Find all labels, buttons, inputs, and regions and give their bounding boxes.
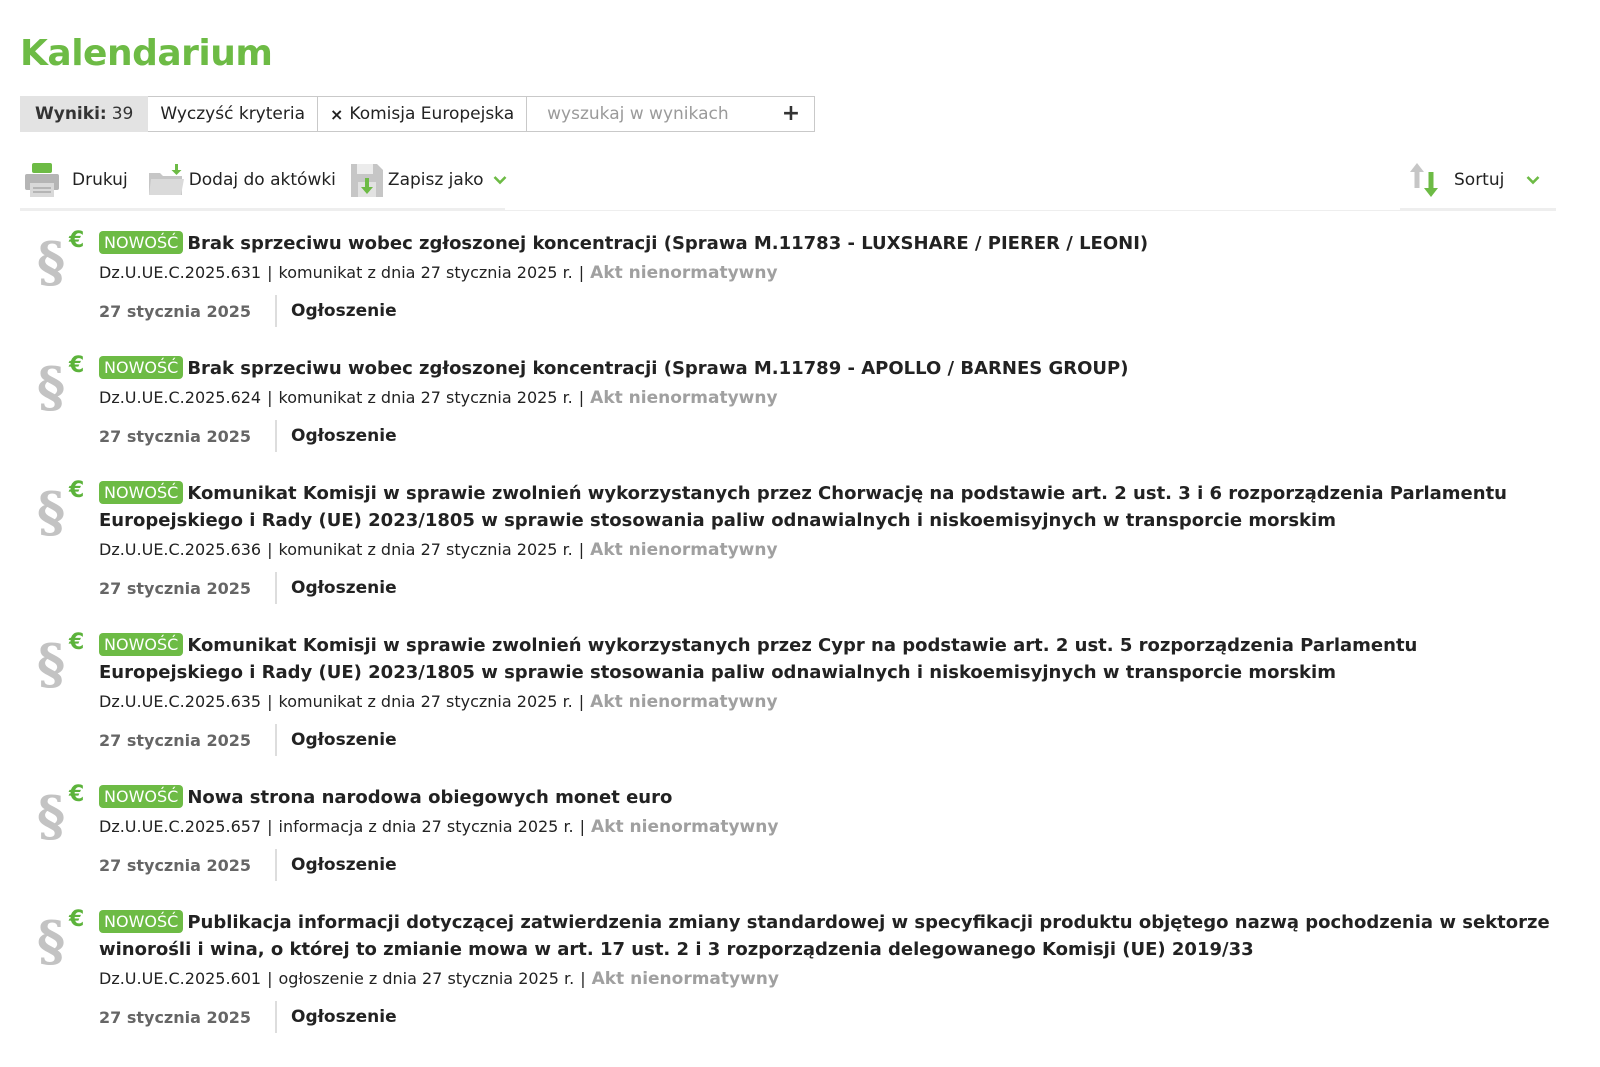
result-type: Ogłoszenie: [275, 420, 397, 452]
document-type-icon: [37, 230, 93, 294]
result-footer: [99, 1001, 1560, 1033]
result-date: 27 stycznia 2025: [99, 855, 252, 875]
result-meta: [99, 815, 1560, 839]
result-category-link[interactable]: Akt nienormatywny: [590, 540, 778, 560]
sort-button[interactable]: [1408, 162, 1540, 198]
result-kind: komunikat z dnia 27 stycznia 2025 r.: [278, 692, 573, 711]
active-filter-chip[interactable]: [318, 96, 527, 132]
active-filter-label: Komisja Europejska: [349, 104, 515, 124]
meta-separator: |: [578, 388, 585, 407]
result-meta: [99, 690, 1560, 714]
search-in-results-box: [527, 96, 815, 132]
euro-icon: €: [69, 353, 85, 378]
meta-separator: |: [580, 969, 586, 988]
result-type: Ogłoszenie: [275, 849, 397, 881]
result-meta: [99, 386, 1560, 410]
remove-filter-icon[interactable]: ×: [330, 104, 344, 124]
result-meta: [99, 538, 1560, 562]
result-item: [20, 909, 1560, 1033]
new-badge: NOWOŚĆ: [99, 356, 183, 379]
result-kind: komunikat z dnia 27 stycznia 2025 r.: [278, 540, 573, 559]
result-title-link[interactable]: [99, 480, 1560, 534]
document-type-icon: [37, 480, 93, 544]
paragraph-icon: §: [37, 480, 66, 544]
print-label: Drukuj: [72, 170, 128, 190]
result-title-link[interactable]: [99, 909, 1560, 963]
result-reference: Dz.U.UE.C.2025.631: [99, 263, 262, 282]
paragraph-icon: §: [37, 784, 66, 848]
new-badge: NOWOŚĆ: [99, 910, 183, 933]
result-title: Nowa strona narodowa obiegowych monet euro: [187, 787, 673, 808]
results-label: Wyniki:: [35, 104, 107, 124]
new-badge: NOWOŚĆ: [99, 785, 183, 808]
result-footer: [99, 295, 1560, 327]
save-as-button[interactable]: [350, 162, 508, 198]
result-title: Publikacja informacji dotyczącej zatwierdzenia zmiany standardowej w specyfikacji produktu objętego nazwą pochodzenia w sektorze winorośli i wina, o której to zmianie mowa w art. 17 ust. 2 i 3 rozporządzenia delegowanego Komisji (UE) 2019/33: [99, 912, 1550, 960]
meta-separator: |: [578, 692, 585, 711]
document-type-icon: [37, 784, 93, 848]
add-to-folder-label: Dodaj do aktówki: [188, 170, 336, 190]
document-type-icon: [37, 632, 93, 696]
result-date: 27 stycznia 2025: [99, 1007, 252, 1027]
page-title: Kalendarium: [20, 33, 273, 74]
euro-icon: €: [69, 782, 85, 807]
add-to-folder-button[interactable]: [148, 163, 336, 197]
result-footer: [99, 420, 1560, 452]
result-footer: [99, 572, 1560, 604]
result-item: [20, 480, 1560, 604]
chevron-down-icon: [1526, 175, 1540, 185]
result-title-link[interactable]: [99, 784, 1560, 811]
result-type: Ogłoszenie: [275, 572, 397, 604]
document-type-icon: [37, 355, 93, 419]
toolbar-divider: [505, 210, 1400, 211]
result-date: 27 stycznia 2025: [99, 730, 252, 750]
meta-separator: |: [267, 692, 273, 711]
print-button[interactable]: [24, 161, 128, 199]
meta-separator: |: [579, 817, 586, 836]
save-disk-icon: [350, 162, 384, 198]
meta-separator: |: [267, 388, 273, 407]
paragraph-icon: §: [37, 632, 66, 696]
paragraph-icon: §: [37, 355, 66, 419]
document-type-icon: [37, 909, 93, 973]
result-date: 27 stycznia 2025: [99, 301, 252, 321]
results-list: [20, 226, 1560, 1061]
result-title: Brak sprzeciwu wobec zgłoszonej koncentracji (Sprawa M.11789 - APOLLO / BARNES GROUP): [187, 358, 1129, 379]
save-as-label: Zapisz jako: [387, 170, 484, 190]
result-reference: Dz.U.UE.C.2025.601: [99, 969, 262, 988]
meta-separator: |: [578, 540, 585, 559]
results-count: 39: [111, 104, 134, 124]
chevron-down-icon: [493, 175, 507, 185]
new-badge: NOWOŚĆ: [99, 481, 183, 504]
result-kind: ogłoszenie z dnia 27 stycznia 2025 r.: [278, 969, 575, 988]
new-badge: NOWOŚĆ: [99, 231, 183, 254]
result-category-link[interactable]: Akt nienormatywny: [591, 969, 779, 989]
euro-icon: €: [69, 228, 85, 253]
add-search-icon[interactable]: +: [781, 101, 801, 126]
euro-icon: €: [69, 478, 85, 503]
result-title-link[interactable]: [99, 355, 1560, 382]
result-meta: [99, 967, 1560, 991]
new-badge: NOWOŚĆ: [99, 633, 183, 656]
result-reference: Dz.U.UE.C.2025.635: [99, 692, 262, 711]
euro-icon: €: [69, 630, 85, 655]
result-footer: [99, 849, 1560, 881]
meta-separator: |: [267, 540, 273, 559]
clear-criteria-button[interactable]: [148, 96, 318, 132]
toolbar-actions: [20, 152, 505, 211]
result-category-link[interactable]: Akt nienormatywny: [590, 692, 778, 712]
sort-label: Sortuj: [1454, 170, 1505, 190]
result-reference: Dz.U.UE.C.2025.624: [99, 388, 262, 407]
result-item: [20, 355, 1560, 452]
result-date: 27 stycznia 2025: [99, 578, 252, 598]
result-kind: informacja z dnia 27 stycznia 2025 r.: [278, 817, 574, 836]
result-category-link[interactable]: Akt nienormatywny: [590, 388, 778, 408]
toolbar: [20, 152, 1556, 210]
result-footer: [99, 724, 1560, 756]
result-date: 27 stycznia 2025: [99, 426, 252, 446]
filter-bar: [20, 96, 815, 132]
result-title: Komunikat Komisji w sprawie zwolnień wykorzystanych przez Chorwację na podstawie art. 2 ust. 3 i 6 rozporządzenia Parlamentu Europejskiego i Rady (UE) 2023/1805 w sprawie stosowania paliw odnawialnych i niskoemisyjnych w transporcie morskim: [99, 483, 1507, 531]
result-title: Komunikat Komisji w sprawie zwolnień wykorzystanych przez Cypr na podstawie art. 2 ust. 5 rozporządzenia Parlamentu Europejskiego i Rady (UE) 2023/1805 w sprawie stosowania paliw odnawialnych i niskoemisyjnych w transporcie morskim: [99, 635, 1418, 683]
result-type: Ogłoszenie: [275, 295, 397, 327]
clear-criteria-label: Wyczyść kryteria: [160, 104, 306, 124]
paragraph-icon: §: [37, 909, 66, 973]
sort-control: [1400, 152, 1556, 211]
result-item: [20, 230, 1560, 327]
result-type: Ogłoszenie: [275, 1001, 397, 1033]
result-category-link[interactable]: Akt nienormatywny: [591, 817, 779, 837]
meta-separator: |: [267, 969, 273, 988]
meta-separator: |: [578, 263, 585, 282]
meta-separator: |: [267, 817, 273, 836]
result-reference: Dz.U.UE.C.2025.636: [99, 540, 262, 559]
result-type: Ogłoszenie: [275, 724, 397, 756]
printer-icon: [24, 161, 60, 199]
result-item: [20, 632, 1560, 756]
result-kind: komunikat z dnia 27 stycznia 2025 r.: [278, 263, 573, 282]
result-reference: Dz.U.UE.C.2025.657: [99, 817, 262, 836]
paragraph-icon: §: [37, 230, 66, 294]
folder-add-icon: [148, 163, 186, 197]
result-item: [20, 784, 1560, 881]
euro-icon: €: [69, 907, 85, 932]
result-title-link[interactable]: [99, 230, 1560, 257]
result-kind: komunikat z dnia 27 stycznia 2025 r.: [278, 388, 573, 407]
result-category-link[interactable]: Akt nienormatywny: [590, 263, 778, 283]
result-title-link[interactable]: [99, 632, 1560, 686]
results-counter: [20, 96, 148, 132]
result-meta: [99, 261, 1560, 285]
result-title: Brak sprzeciwu wobec zgłoszonej koncentracji (Sprawa M.11783 - LUXSHARE / PIERER / LEONI): [187, 233, 1149, 254]
search-in-results-input[interactable]: [547, 104, 773, 124]
sort-arrows-icon: [1408, 162, 1440, 198]
meta-separator: |: [267, 263, 273, 282]
